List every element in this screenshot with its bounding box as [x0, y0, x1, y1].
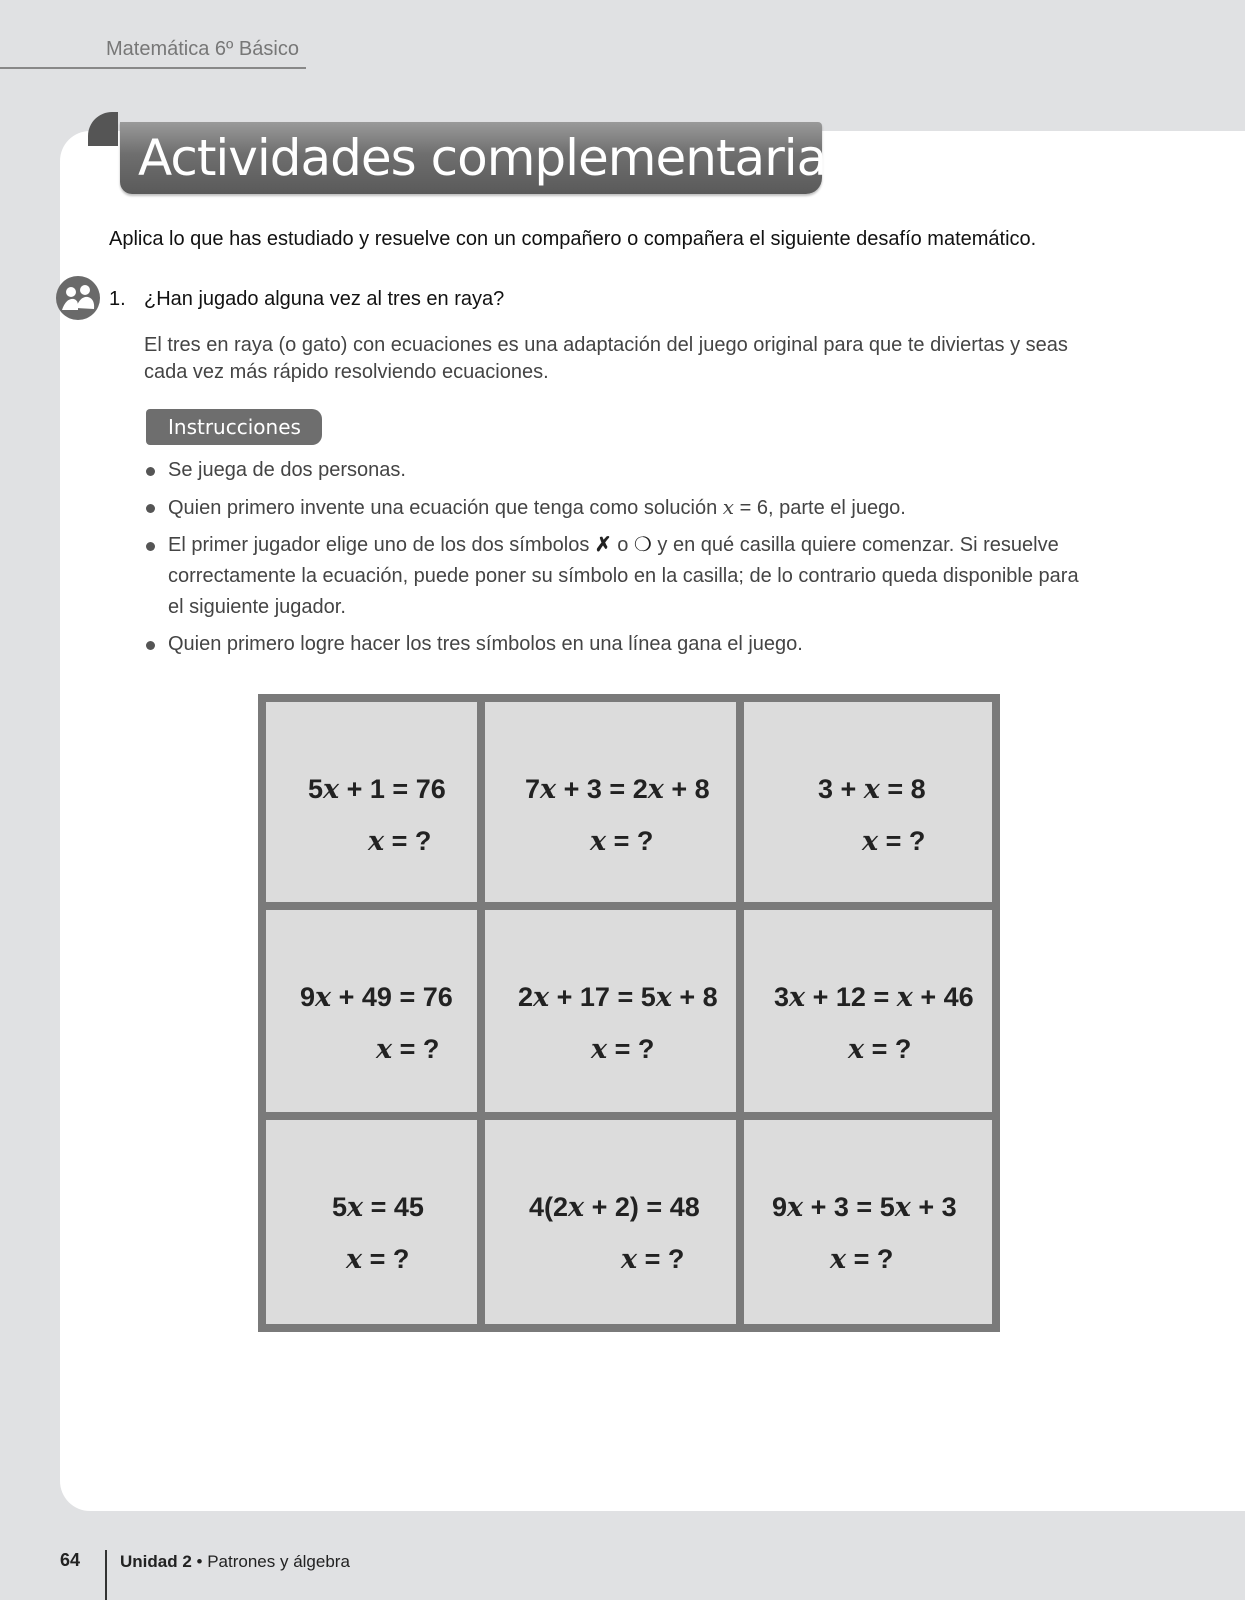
cell-equation: [332, 1192, 424, 1223]
equation-part: = ?: [607, 1034, 655, 1064]
cell-answer: [346, 1244, 409, 1275]
board-cell[interactable]: [485, 1120, 736, 1324]
equation-part: + 3: [910, 1192, 957, 1222]
equation-part: = ?: [362, 1244, 410, 1274]
bullet-icon: [146, 542, 155, 551]
list-item: [146, 629, 1096, 660]
bullet-icon: [146, 504, 155, 513]
circle-symbol-icon: ❍: [633, 534, 652, 556]
instruction-text: y en qué casilla quiere comenzar. Si resuelve correctamente la ecuación, puede poner su símbolo en la casilla; de lo contrario queda disponible para el siguiente jugador.: [168, 534, 1079, 618]
variable-x: x: [655, 982, 672, 1013]
variable-x: x: [863, 774, 880, 805]
variable-x: x: [896, 982, 913, 1013]
equation-part: + 49 = 76: [331, 982, 453, 1012]
equation-part: 5: [332, 1192, 348, 1222]
equation-part: 9: [772, 1192, 788, 1222]
variable-x: x: [789, 982, 806, 1013]
tic-tac-toe-board: [258, 694, 1000, 1332]
cell-answer: [376, 1034, 439, 1065]
equation-part: 3: [774, 982, 790, 1012]
variable-x: x: [787, 1192, 804, 1223]
variable-x: x: [830, 1244, 847, 1275]
people-icon: [56, 276, 100, 320]
cell-equation: [772, 1192, 957, 1223]
equation-part: = ?: [637, 1244, 685, 1274]
variable-x: x: [323, 774, 340, 805]
unit-topic: Patrones y álgebra: [207, 1552, 350, 1571]
cross-symbol-icon: ✗: [594, 534, 612, 556]
board-cell[interactable]: [266, 1120, 477, 1324]
board-cell[interactable]: [266, 910, 477, 1112]
page-title: Actividades complementarias: [138, 129, 852, 187]
header-rule: [0, 67, 306, 69]
equation-part: + 1 = 76: [339, 774, 446, 804]
question-number: 1.: [109, 288, 126, 310]
bullet-icon: [146, 467, 155, 476]
unit-name: Unidad 2: [120, 1552, 192, 1571]
cell-answer: [368, 826, 431, 857]
question-description: El tres en raya (o gato) con ecuaciones es una adaptación del juego original para que te diviertas y seas cada vez más rápido resolviendo ecuaciones.: [144, 334, 1068, 383]
equation-part: + 8: [663, 774, 710, 804]
cell-equation: [525, 774, 710, 805]
equation-part: = ?: [846, 1244, 894, 1274]
variable-x: x: [591, 1034, 608, 1065]
instruction-text: El primer jugador elige uno de los dos símbolos: [168, 534, 595, 556]
title-tab-decoration: [88, 112, 118, 146]
variable-x: x: [368, 826, 385, 857]
variable-x: x: [621, 1244, 638, 1275]
instruction-text: = 6, parte el juego.: [734, 497, 906, 519]
equation-part: = ?: [864, 1034, 912, 1064]
board-cell[interactable]: [266, 702, 477, 902]
variable-x: x: [533, 982, 550, 1013]
variable-x: x: [894, 1192, 911, 1223]
cell-equation: [818, 774, 926, 805]
equation-part: = 8: [879, 774, 926, 804]
equation-part: 3 +: [818, 774, 864, 804]
equation-part: 4(2: [529, 1192, 569, 1222]
cell-answer: [621, 1244, 684, 1275]
board-cell[interactable]: [744, 702, 992, 902]
cell-equation: [774, 982, 974, 1013]
instruction-text: Quien primero logre hacer los tres símbolos en una línea gana el juego.: [168, 633, 803, 655]
variable-x: x: [848, 1034, 865, 1065]
cell-answer: [830, 1244, 893, 1275]
footer-unit: [120, 1552, 350, 1572]
variable-x: x: [590, 826, 607, 857]
equation-part: = ?: [384, 826, 432, 856]
variable-x: x: [647, 774, 664, 805]
cell-equation: [529, 1192, 700, 1223]
book-title: Matemática 6º Básico: [106, 38, 299, 60]
variable-x: x: [568, 1192, 585, 1223]
footer-divider: [105, 1550, 107, 1600]
instruction-text: o: [611, 534, 634, 556]
equation-part: + 12 =: [805, 982, 897, 1012]
intro-text: Aplica lo que has estudiado y resuelve con un compañero o compañera el siguiente desafío matemático.: [109, 228, 1037, 250]
equation-part: 2: [518, 982, 534, 1012]
list-item: [146, 530, 1096, 623]
cell-answer: [591, 1034, 654, 1065]
equation-part: + 3 = 2: [556, 774, 648, 804]
instructions-label: Instrucciones: [146, 409, 322, 445]
cell-answer: [590, 826, 653, 857]
equation-part: = ?: [392, 1034, 440, 1064]
variable-x: x: [862, 826, 879, 857]
equation-part: = 45: [363, 1192, 424, 1222]
board-cell[interactable]: [485, 910, 736, 1112]
equation-part: 5: [308, 774, 324, 804]
list-item: [146, 455, 1096, 486]
equation-part: + 2) = 48: [584, 1192, 700, 1222]
equation-part: + 46: [912, 982, 974, 1012]
equation-part: = ?: [606, 826, 654, 856]
question-text: ¿Han jugado alguna vez al tres en raya?: [144, 288, 505, 310]
cell-equation: [308, 774, 446, 805]
board-cell[interactable]: [744, 1120, 992, 1324]
bullet-icon: [146, 641, 155, 650]
variable-x: x: [722, 495, 735, 519]
footer-separator: •: [191, 1552, 208, 1571]
variable-x: x: [315, 982, 332, 1013]
variable-x: x: [347, 1192, 364, 1223]
equation-part: + 3 = 5: [803, 1192, 895, 1222]
board-cell[interactable]: [485, 702, 736, 902]
page-number: 64: [60, 1550, 81, 1570]
variable-x: x: [540, 774, 557, 805]
variable-x: x: [376, 1034, 393, 1065]
equation-part: 9: [300, 982, 316, 1012]
instruction-text: Quien primero invente una ecuación que tenga como solución: [168, 497, 723, 519]
list-item: [146, 492, 1096, 524]
cell-equation: [300, 982, 453, 1013]
instruction-list: [146, 455, 1096, 666]
pair-work-icon: [56, 276, 100, 320]
equation-part: = ?: [878, 826, 926, 856]
equation-part: + 8: [671, 982, 718, 1012]
variable-x: x: [346, 1244, 363, 1275]
cell-answer: [848, 1034, 911, 1065]
board-cell[interactable]: [744, 910, 992, 1112]
cell-answer: [862, 826, 925, 857]
equation-part: + 17 = 5: [549, 982, 656, 1012]
equation-part: 7: [525, 774, 541, 804]
cell-equation: [518, 982, 718, 1013]
instruction-text: Se juega de dos personas.: [168, 459, 406, 481]
